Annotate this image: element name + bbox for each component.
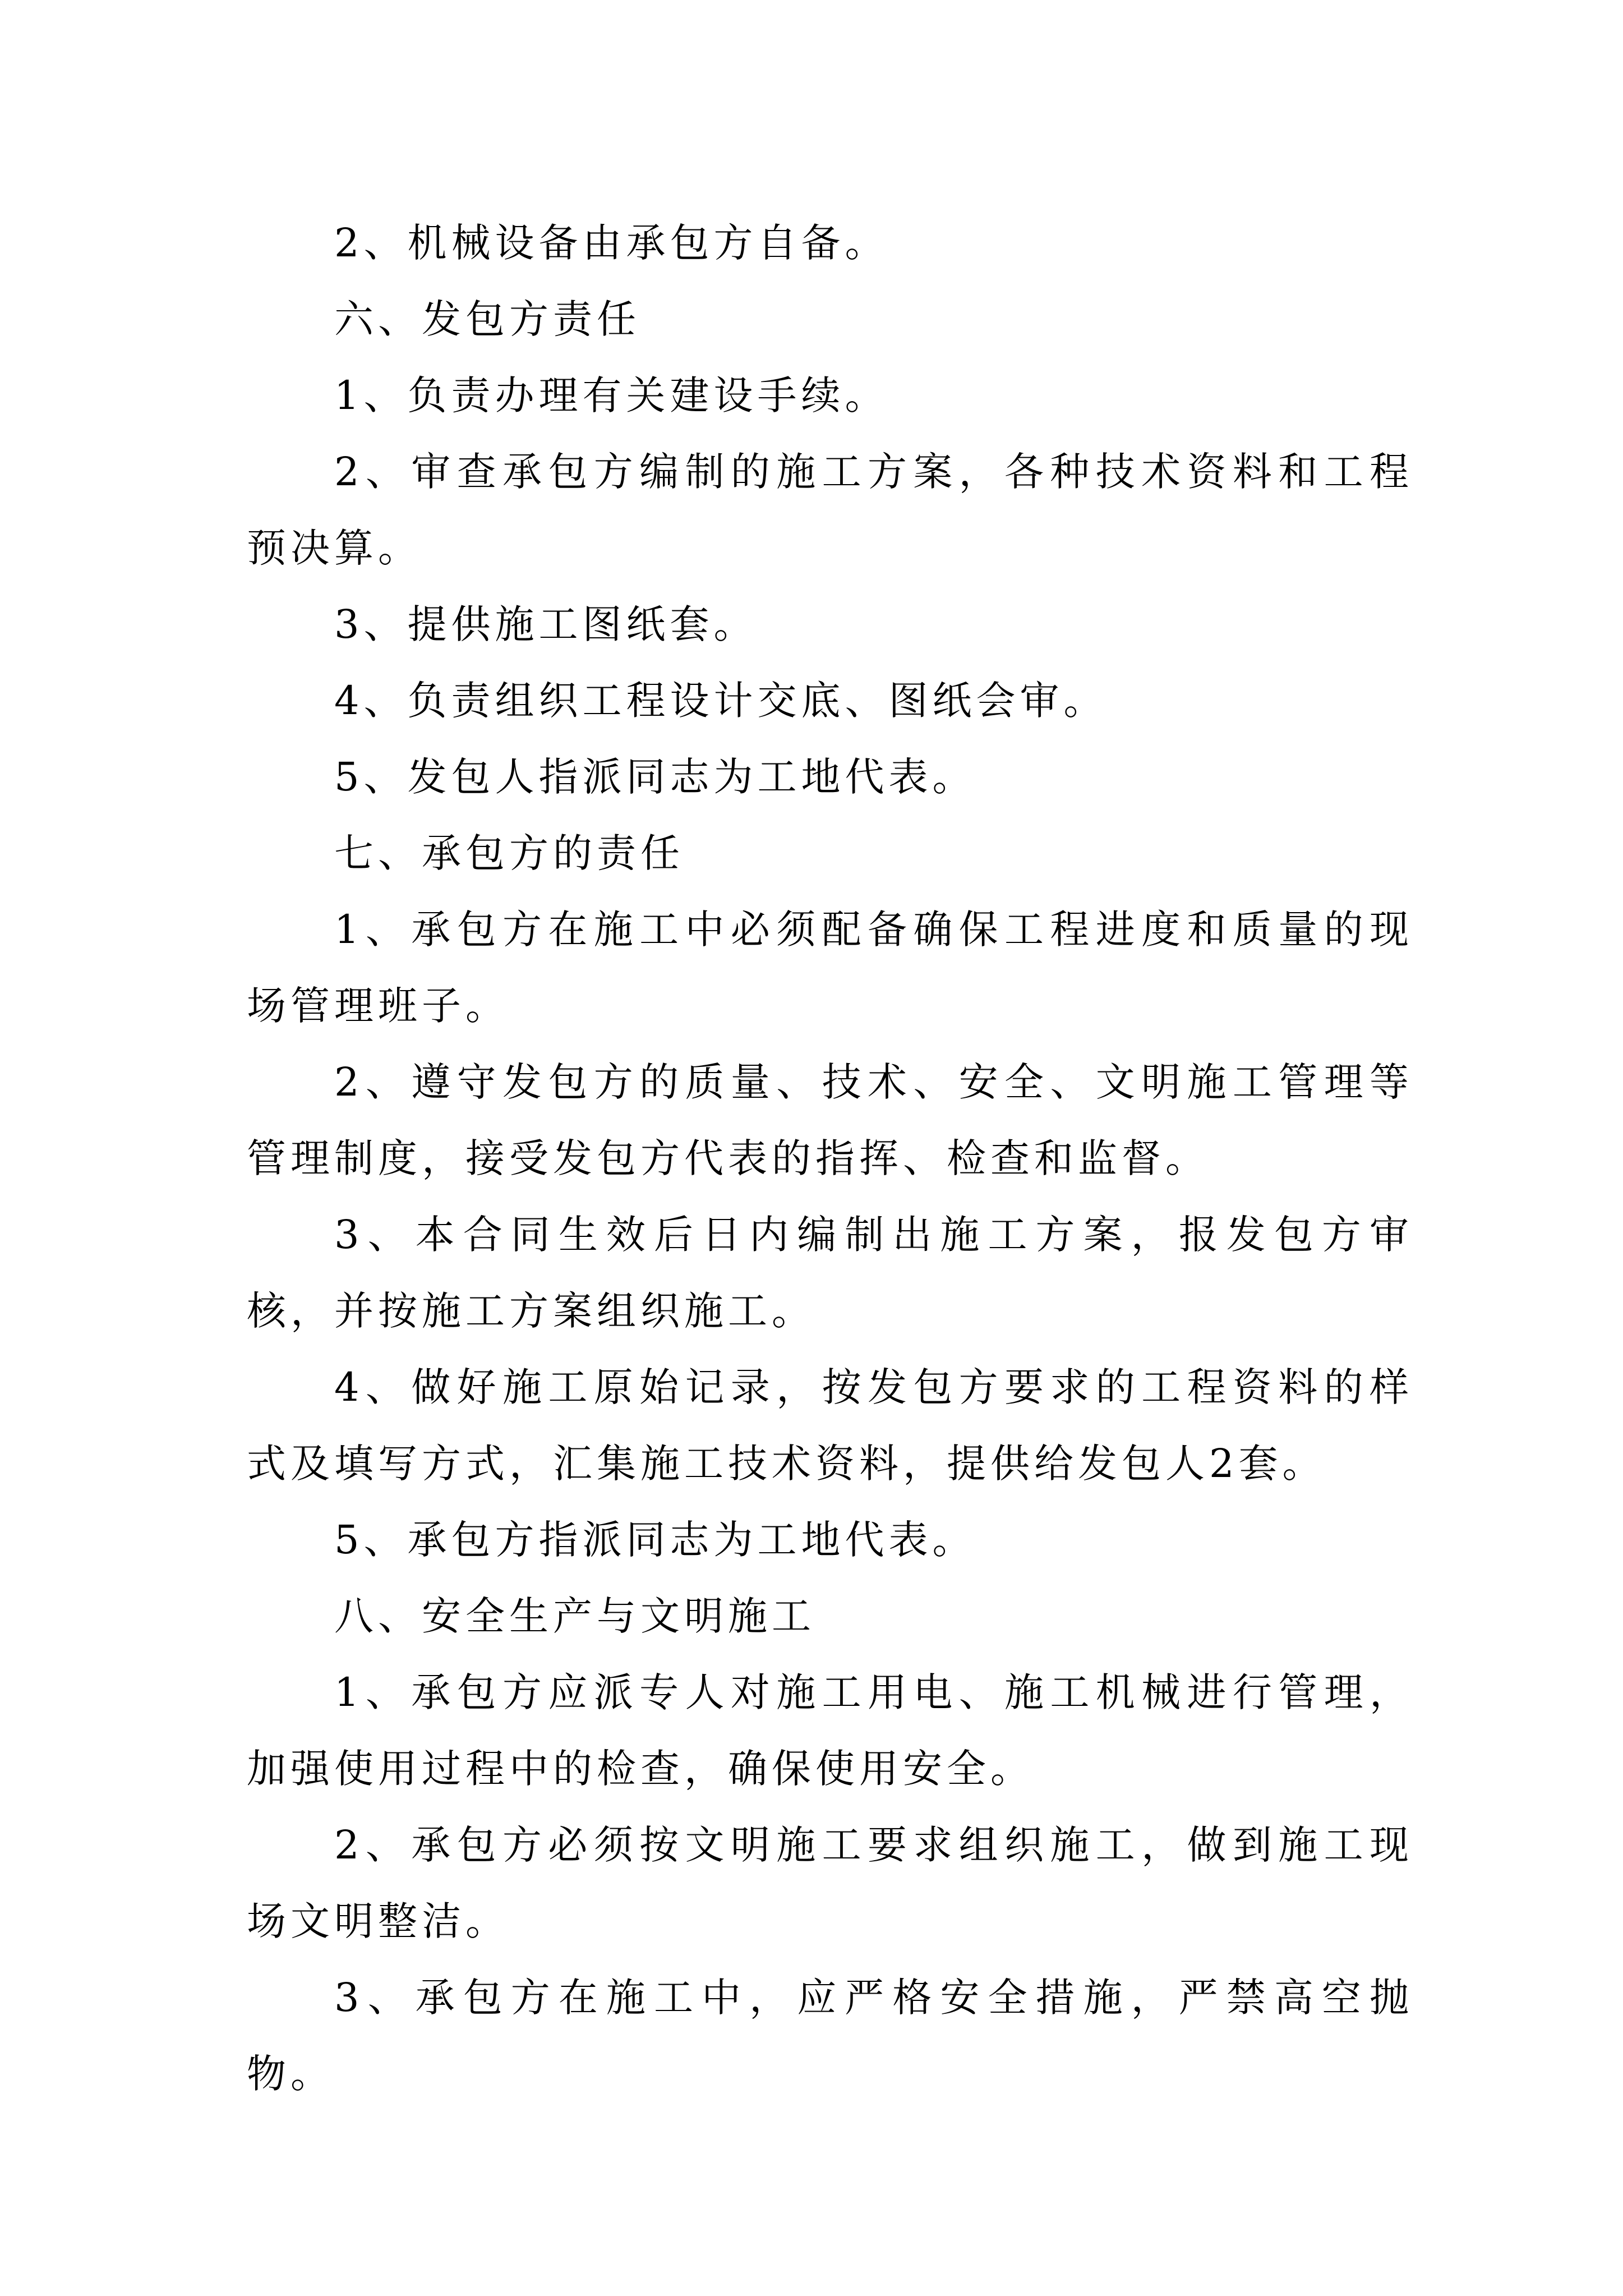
section-heading: 七、承包方的责任: [334, 830, 684, 876]
paragraph: 2、机械设备由承包方自备。: [334, 220, 889, 266]
paragraph: 3、提供施工图纸套。: [334, 601, 758, 647]
paragraph: 2、审查承包方编制的施工方案，各种技术资料和工程预决算。: [247, 449, 1413, 571]
paragraph: 2、遵守发包方的质量、技术、安全、文明施工管理等管理制度，接受发包方代表的指挥、检查和监督。: [247, 1059, 1413, 1181]
section-heading: 八、安全生产与文明施工: [334, 1593, 815, 1639]
paragraph: 2、承包方必须按文明施工要求组织施工，做到施工现场文明整洁。: [247, 1822, 1413, 1944]
paragraph: 3、本合同生效后日内编制出施工方案，报发包方审核，并按施工方案组织施工。: [247, 1212, 1413, 1334]
document-body: [247, 205, 1413, 2112]
paragraph: 4、做好施工原始记录，按发包方要求的工程资料的样式及填写方式，汇集施工技术资料，提供给发包人2套。: [247, 1364, 1413, 1487]
paragraph: 5、承包方指派同志为工地代表。: [334, 1517, 976, 1563]
paragraph: 3、承包方在施工中，应严格安全措施，严禁高空抛物。: [247, 1975, 1413, 2097]
paragraph: 1、承包方在施工中必须配备确保工程进度和质量的现场管理班子。: [247, 907, 1413, 1029]
paragraph: 1、负责办理有关建设手续。: [334, 372, 889, 418]
paragraph: 1、承包方应派专人对施工用电、施工机械进行管理，加强使用过程中的检查，确保使用安全。: [247, 1669, 1413, 1792]
section-heading: 六、发包方责任: [334, 296, 640, 342]
paragraph: 4、负责组织工程设计交底、图纸会审。: [334, 678, 1108, 724]
paragraph: 5、发包人指派同志为工地代表。: [334, 754, 976, 800]
